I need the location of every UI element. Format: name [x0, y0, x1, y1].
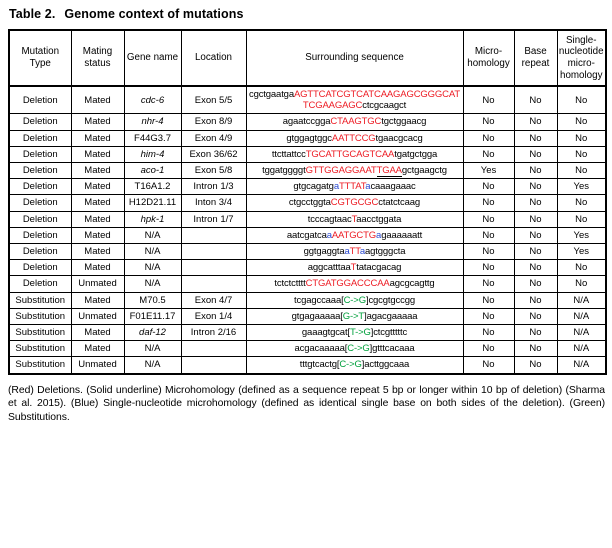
- sequence-segment: tttgtcactg[: [299, 359, 340, 371]
- cell-gene-name: N/A: [124, 244, 181, 260]
- cell-mutation-type: Substitution: [9, 292, 71, 308]
- sequence-segment: TGCATTGCAGTCAA: [305, 148, 395, 160]
- cell-mutation-type: Deletion: [9, 227, 71, 243]
- sequence-segment: a: [376, 229, 382, 241]
- table-row: [9, 341, 606, 357]
- table-row: [9, 325, 606, 341]
- sequence-segment: ]ctcgtttttc: [370, 327, 408, 339]
- column-header-line: Mating: [82, 46, 113, 58]
- column-header-line: Mutation: [21, 46, 60, 58]
- cell-base-repeat: No: [514, 244, 557, 260]
- cell-mutation-type: Deletion: [9, 146, 71, 162]
- cell-gene-name: F01E11.17: [124, 308, 181, 324]
- cell-mutation-type: Substitution: [9, 308, 71, 324]
- sequence-segment: CTGATGGACCCAA: [305, 278, 390, 290]
- cell-gene-name: H12D21.11: [124, 195, 181, 211]
- cell-single-nucleotide-microhomology: Yes: [557, 179, 606, 195]
- sequence-segment: tggatggggt: [262, 165, 306, 177]
- cell-gene-name: N/A: [124, 276, 181, 292]
- sequence-segment: ctcgcaagct: [362, 100, 407, 112]
- gene-name-italic: him-4: [140, 148, 165, 160]
- cell-mating-status: Mated: [71, 179, 124, 195]
- cell-base-repeat: No: [514, 227, 557, 243]
- sequence-segment: TTTAT: [338, 181, 366, 193]
- cell-location: Exon 5/5: [181, 86, 246, 114]
- cell-mutation-type: Deletion: [9, 211, 71, 227]
- cell-microhomology: No: [463, 130, 514, 146]
- cell-microhomology: No: [463, 244, 514, 260]
- column-header-line: repeat: [521, 58, 550, 69]
- cell-gene-name: [124, 325, 181, 341]
- gene-name-italic: nhr-4: [141, 116, 164, 128]
- table-row: [9, 357, 606, 374]
- cell-single-nucleotide-microhomology: Yes: [557, 227, 606, 243]
- cell-base-repeat: No: [514, 114, 557, 130]
- sequence-segment: CGTGCGC: [330, 197, 379, 209]
- column-header-line: micro-: [567, 58, 595, 69]
- sequence-segment: agcgcagttg: [389, 278, 435, 290]
- cell-base-repeat: No: [514, 292, 557, 308]
- cell-microhomology: No: [463, 325, 514, 341]
- table-row: [9, 292, 606, 308]
- cell-gene-name: N/A: [124, 227, 181, 243]
- sequence-segment: TT: [349, 246, 360, 258]
- column-header-line: Gene name: [126, 52, 179, 64]
- cell-surrounding-sequence: [246, 292, 463, 308]
- cell-microhomology: No: [463, 341, 514, 357]
- cell-location: Intron 2/16: [181, 325, 246, 341]
- cell-mating-status: Mated: [71, 195, 124, 211]
- cell-base-repeat: No: [514, 325, 557, 341]
- cell-single-nucleotide-microhomology: No: [557, 114, 606, 130]
- cell-base-repeat: No: [514, 211, 557, 227]
- cell-base-repeat: No: [514, 146, 557, 162]
- cell-location: Exon 36/62: [181, 146, 246, 162]
- table-body: [9, 86, 606, 374]
- cell-mating-status: Mated: [71, 163, 124, 179]
- table-row: [9, 227, 606, 243]
- sequence-segment: ]cgcgtgccgg: [365, 294, 415, 306]
- table-caption: [9, 7, 605, 21]
- cell-mutation-type: Deletion: [9, 86, 71, 114]
- sequence-segment: TGAA: [376, 165, 402, 177]
- column-header-base-repeat: [514, 30, 557, 86]
- cell-location: Inton 3/4: [181, 195, 246, 211]
- table-row: [9, 260, 606, 276]
- column-header-mutation-type: [9, 30, 71, 86]
- sequence-segment: C->G: [347, 343, 370, 355]
- cell-location: [181, 244, 246, 260]
- cell-gene-name: [124, 146, 181, 162]
- cell-mating-status: Mated: [71, 130, 124, 146]
- table-row: [9, 211, 606, 227]
- cell-single-nucleotide-microhomology: No: [557, 146, 606, 162]
- cell-base-repeat: No: [514, 195, 557, 211]
- sequence-segment: tgaacgcacg: [375, 132, 423, 144]
- cell-microhomology: No: [463, 308, 514, 324]
- cell-base-repeat: No: [514, 308, 557, 324]
- column-header-line: Base: [524, 46, 547, 58]
- cell-base-repeat: No: [514, 163, 557, 179]
- gene-name-italic: daf-12: [139, 327, 166, 339]
- cell-base-repeat: No: [514, 341, 557, 357]
- cell-location: Exon 5/8: [181, 163, 246, 179]
- cell-single-nucleotide-microhomology: N/A: [557, 325, 606, 341]
- sequence-segment: gaaagtgcat[: [301, 327, 350, 339]
- cell-location: [181, 260, 246, 276]
- cell-location: Intron 1/7: [181, 211, 246, 227]
- cell-location: [181, 276, 246, 292]
- sequence-segment: a: [359, 246, 366, 258]
- table-row: [9, 179, 606, 195]
- sequence-segment: agaatccgga: [282, 116, 331, 128]
- cell-surrounding-sequence: [246, 244, 463, 260]
- sequence-segment: tcgagccaaa[: [293, 294, 344, 306]
- cell-mating-status: Mated: [71, 260, 124, 276]
- cell-mutation-type: Deletion: [9, 130, 71, 146]
- cell-microhomology: No: [463, 114, 514, 130]
- sequence-segment: aatcgatca: [286, 229, 327, 241]
- cell-surrounding-sequence: [246, 308, 463, 324]
- cell-microhomology: No: [463, 276, 514, 292]
- sequence-segment: gtgagaaaaa[: [291, 310, 343, 322]
- cell-single-nucleotide-microhomology: No: [557, 86, 606, 114]
- cell-single-nucleotide-microhomology: No: [557, 260, 606, 276]
- cell-mutation-type: Deletion: [9, 276, 71, 292]
- sequence-segment: cgctgaatga: [248, 89, 294, 100]
- column-header-surrounding-sequence: [246, 30, 463, 86]
- cell-surrounding-sequence: [246, 227, 463, 243]
- sequence-segment: gtgcagatg: [293, 181, 334, 193]
- cell-single-nucleotide-microhomology: N/A: [557, 341, 606, 357]
- cell-gene-name: N/A: [124, 260, 181, 276]
- cell-single-nucleotide-microhomology: N/A: [557, 357, 606, 374]
- cell-single-nucleotide-microhomology: N/A: [557, 308, 606, 324]
- cell-microhomology: No: [463, 357, 514, 374]
- cell-surrounding-sequence: [246, 260, 463, 276]
- cell-single-nucleotide-microhomology: N/A: [557, 292, 606, 308]
- column-header-line: Type: [29, 58, 51, 69]
- table-caption-number: Table 2.: [9, 7, 56, 21]
- cell-location: Exon 8/9: [181, 114, 246, 130]
- cell-mating-status: Mated: [71, 292, 124, 308]
- table-caption-title: Genome context of mutations: [64, 7, 244, 21]
- sequence-segment: C->G: [343, 294, 366, 306]
- cell-single-nucleotide-microhomology: No: [557, 163, 606, 179]
- gene-name-italic: cdc-6: [140, 94, 165, 106]
- cell-single-nucleotide-microhomology: No: [557, 276, 606, 292]
- sequence-segment: agtgggcta: [365, 246, 406, 258]
- cell-mating-status: Mated: [71, 325, 124, 341]
- sequence-segment: a: [333, 181, 339, 193]
- table-row: [9, 114, 606, 130]
- cell-mating-status: Mated: [71, 227, 124, 243]
- sequence-segment: aacctggata: [356, 213, 402, 225]
- sequence-segment: gctgaagctg: [402, 165, 447, 179]
- cell-location: [181, 341, 246, 357]
- cell-single-nucleotide-microhomology: No: [557, 211, 606, 227]
- table-row: [9, 163, 606, 179]
- cell-base-repeat: No: [514, 276, 557, 292]
- cell-surrounding-sequence: [246, 195, 463, 211]
- cell-single-nucleotide-microhomology: Yes: [557, 244, 606, 260]
- sequence-segment: a: [365, 181, 371, 193]
- cell-location: Exon 1/4: [181, 308, 246, 324]
- gene-name-italic: aco-1: [140, 165, 165, 177]
- gene-name-italic: hpk-1: [140, 213, 165, 225]
- column-header-microhomology: [463, 30, 514, 86]
- cell-mutation-type: Deletion: [9, 260, 71, 276]
- sequence-segment: a: [326, 229, 332, 241]
- cell-microhomology: Yes: [463, 163, 514, 179]
- cell-mutation-type: Substitution: [9, 325, 71, 341]
- cell-microhomology: No: [463, 260, 514, 276]
- sequence-segment: caaagaaac: [370, 181, 416, 193]
- cell-gene-name: [124, 163, 181, 179]
- cell-mating-status: Mated: [71, 244, 124, 260]
- cell-mutation-type: Substitution: [9, 357, 71, 374]
- column-header-line: Micro-: [474, 46, 503, 58]
- cell-surrounding-sequence: [246, 179, 463, 195]
- sequence-segment: tatacgacag: [356, 262, 402, 274]
- sequence-segment: C->G: [339, 359, 362, 371]
- cell-mating-status: Mated: [71, 86, 124, 114]
- cell-location: Exon 4/7: [181, 292, 246, 308]
- cell-gene-name: T16A1.2: [124, 179, 181, 195]
- table-row: [9, 276, 606, 292]
- sequence-segment: AATTCCG: [331, 132, 376, 144]
- sequence-segment: ctgcctggta: [288, 197, 331, 209]
- cell-surrounding-sequence: [246, 325, 463, 341]
- cell-gene-name: M70.5: [124, 292, 181, 308]
- cell-microhomology: No: [463, 195, 514, 211]
- cell-mating-status: Mated: [71, 114, 124, 130]
- cell-mutation-type: Deletion: [9, 244, 71, 260]
- sequence-segment: AGTTCATCGTCATCAAGAGCGGGCATTCGAAGAGC: [293, 89, 461, 112]
- cell-mating-status: Mated: [71, 211, 124, 227]
- cell-surrounding-sequence: [246, 163, 463, 179]
- cell-mating-status: Unmated: [71, 357, 124, 374]
- cell-gene-name: [124, 114, 181, 130]
- cell-surrounding-sequence: [246, 357, 463, 374]
- sequence-segment: CTAAGTGC: [330, 116, 382, 128]
- cell-surrounding-sequence: [246, 211, 463, 227]
- cell-location: Intron 1/3: [181, 179, 246, 195]
- cell-surrounding-sequence: [246, 341, 463, 357]
- cell-surrounding-sequence: [246, 86, 463, 114]
- sequence-segment: ]agacgaaaaa: [364, 310, 418, 322]
- cell-mating-status: Unmated: [71, 308, 124, 324]
- column-header-line: homology: [467, 58, 510, 69]
- cell-microhomology: No: [463, 211, 514, 227]
- sequence-segment: tcccagtaac: [307, 213, 352, 225]
- column-header-line: Single-: [566, 34, 597, 46]
- cell-surrounding-sequence: [246, 130, 463, 146]
- cell-gene-name: [124, 86, 181, 114]
- sequence-segment: ttcttattcc: [271, 148, 306, 160]
- cell-single-nucleotide-microhomology: No: [557, 195, 606, 211]
- cell-surrounding-sequence: [246, 114, 463, 130]
- cell-mutation-type: Substitution: [9, 341, 71, 357]
- cell-microhomology: No: [463, 86, 514, 114]
- cell-mating-status: Mated: [71, 341, 124, 357]
- table-row: [9, 308, 606, 324]
- sequence-segment: T: [351, 213, 357, 225]
- sequence-segment: AATGCTG: [331, 229, 377, 241]
- cell-base-repeat: No: [514, 130, 557, 146]
- column-header-line: Surrounding sequence: [305, 52, 404, 64]
- table-row: [9, 244, 606, 260]
- cell-mutation-type: Deletion: [9, 114, 71, 130]
- sequence-segment: ]gtttcacaaa: [369, 343, 415, 355]
- cell-mating-status: Mated: [71, 146, 124, 162]
- cell-surrounding-sequence: [246, 146, 463, 162]
- column-header-line: nucleotide: [558, 46, 604, 58]
- sequence-segment: gtggagtggc: [286, 132, 332, 144]
- table-row: [9, 86, 606, 114]
- sequence-segment: tgctggaacg: [381, 116, 427, 128]
- cell-microhomology: No: [463, 179, 514, 195]
- genome-context-table: [8, 29, 607, 375]
- cell-location: [181, 357, 246, 374]
- cell-gene-name: N/A: [124, 341, 181, 357]
- column-header-single-nucleotide-microhomology: [557, 30, 606, 86]
- cell-gene-name: N/A: [124, 357, 181, 374]
- cell-base-repeat: No: [514, 260, 557, 276]
- table-row: [9, 146, 606, 162]
- sequence-segment: ggtgaggta: [303, 246, 345, 258]
- cell-mating-status: Unmated: [71, 276, 124, 292]
- sequence-segment: T->G: [349, 327, 371, 339]
- sequence-segment: aggcatttaa: [307, 262, 351, 274]
- cell-gene-name: [124, 211, 181, 227]
- cell-base-repeat: No: [514, 179, 557, 195]
- cell-mutation-type: Deletion: [9, 163, 71, 179]
- sequence-segment: acgacaaaaa[: [294, 343, 348, 355]
- cell-surrounding-sequence: [246, 276, 463, 292]
- column-header-line: Location: [194, 52, 233, 64]
- table-row: [9, 195, 606, 211]
- cell-mutation-type: Deletion: [9, 195, 71, 211]
- sequence-segment: GTTGGAGGAAT: [305, 165, 377, 177]
- sequence-segment: ctatctcaag: [378, 197, 421, 209]
- cell-base-repeat: No: [514, 86, 557, 114]
- column-header-location: [181, 30, 246, 86]
- table-header-row: [9, 30, 606, 86]
- cell-mutation-type: Deletion: [9, 179, 71, 195]
- cell-single-nucleotide-microhomology: No: [557, 130, 606, 146]
- cell-location: Exon 4/9: [181, 130, 246, 146]
- column-header-line: homology: [560, 69, 603, 81]
- cell-microhomology: No: [463, 292, 514, 308]
- column-header-line: status: [84, 58, 111, 69]
- cell-location: [181, 227, 246, 243]
- cell-base-repeat: No: [514, 357, 557, 374]
- cell-gene-name: F44G3.7: [124, 130, 181, 146]
- sequence-segment: tctctctttt: [274, 278, 306, 290]
- sequence-segment: gaaaaaatt: [381, 229, 423, 241]
- sequence-segment: tgatgctgga: [394, 148, 438, 160]
- table-footnote: (Red) Deletions. (Solid underline) Microhomology (defined as a sequence repeat 5 bp or longer within 10 bp of deletion) (Sharma et al. 2015). (Blue) Single-nucleotide microhomology (defined as identical single base on both sides of the deletion). (Green) Substitutions.: [8, 384, 605, 424]
- sequence-segment: ]acttggcaaa: [361, 359, 410, 371]
- cell-microhomology: No: [463, 146, 514, 162]
- table-row: [9, 130, 606, 146]
- cell-microhomology: No: [463, 227, 514, 243]
- sequence-segment: G->T: [342, 310, 365, 322]
- sequence-segment: a: [344, 246, 350, 258]
- column-header-gene-name: [124, 30, 181, 86]
- sequence-segment: T: [350, 262, 357, 274]
- column-header-mating-status: [71, 30, 124, 86]
